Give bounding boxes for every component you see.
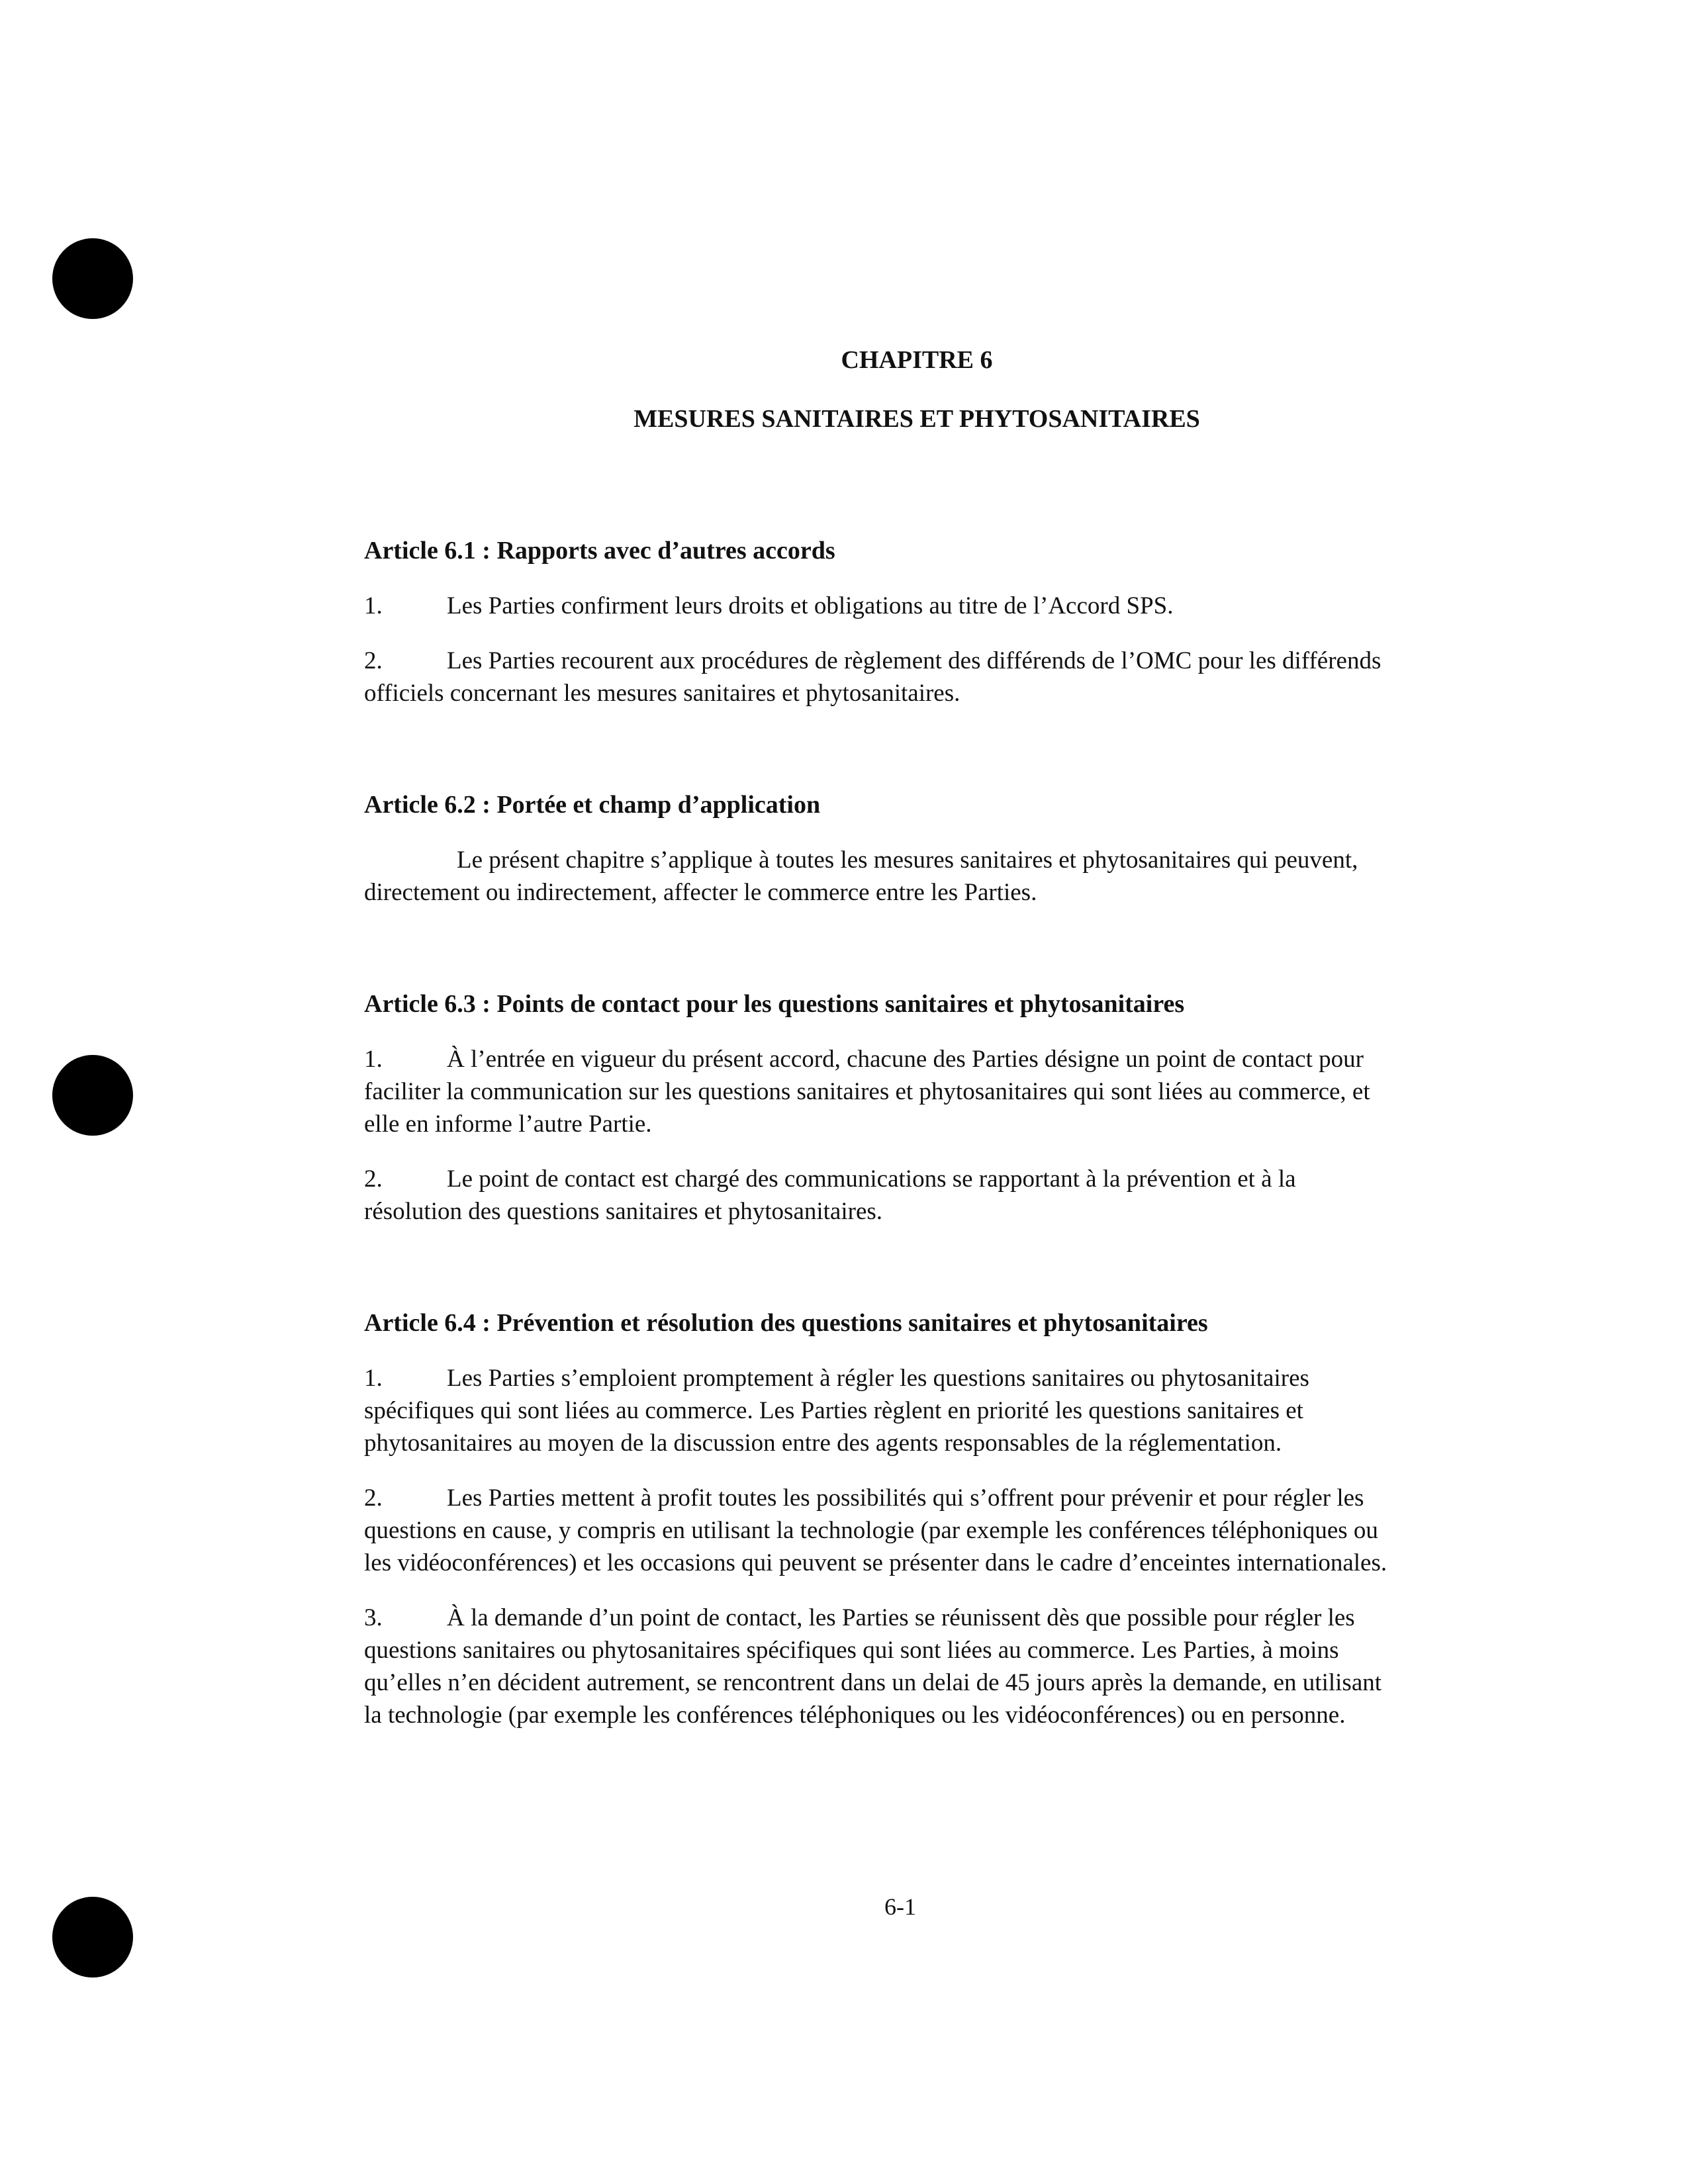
article-6-3 bbox=[364, 988, 1397, 1228]
paragraph-text: Les Parties confirment leurs droits et obligations au titre de l’Accord SPS. bbox=[447, 592, 1174, 619]
chapter-subtitle: MESURES SANITAIRES ET PHYTOSANITAIRES bbox=[633, 405, 1200, 433]
paragraph-number: 1. bbox=[364, 1046, 383, 1073]
paragraph-text: À la demande d’un point de contact, les Parties se réunissent dès que possible pour régler les questions sanitaires ou phytosanitaires spécifiques qui sont liées au commerce. Les Parties, à moins qu’elles n’en décident autrement, se rencontrent dans un delai de 45 jours après la demande, en utilisant la technologie (par exemple les conférences téléphoniques ou les vidéoconférences) ou en personne. bbox=[364, 1604, 1382, 1729]
article-heading: Article 6.3 : Points de contact pour les questions sanitaires et phytosanitaires bbox=[364, 990, 1185, 1018]
paragraph-number: 3. bbox=[364, 1604, 383, 1631]
paragraph-number: 2. bbox=[364, 1484, 383, 1512]
punch-hole-bottom bbox=[52, 1897, 133, 1978]
article-paragraph bbox=[364, 1602, 1397, 1731]
article-paragraph bbox=[364, 1362, 1397, 1459]
article-paragraph bbox=[364, 1043, 1397, 1140]
article-paragraph bbox=[364, 645, 1397, 709]
article-paragraph: Le présent chapitre s’applique à toutes les mesures sanitaires et phytosanitaires qui peuvent, directement ou indirectement, affecter le commerce entre les Parties. bbox=[364, 846, 1358, 906]
article-heading: Article 6.1 : Rapports avec d’autres accords bbox=[364, 537, 835, 565]
document-page bbox=[364, 344, 1397, 1731]
paragraph-text: Le point de contact est chargé des communications se rapportant à la prévention et à la résolution des questions sanitaires et phytosanitaires. bbox=[364, 1165, 1296, 1225]
article-heading: Article 6.4 : Prévention et résolution des questions sanitaires et phytosanitaires bbox=[364, 1309, 1208, 1337]
paragraph-text: À l’entrée en vigueur du présent accord, chacune des Parties désigne un point de contact pour faciliter la communication sur les questions sanitaires et phytosanitaires qui sont liées au commerce, et elle en informe l’autre Partie. bbox=[364, 1046, 1370, 1138]
paragraph-number: 1. bbox=[364, 592, 383, 619]
punch-hole-middle bbox=[52, 1055, 133, 1136]
article-paragraph bbox=[364, 590, 1397, 622]
punch-hole-top bbox=[52, 238, 133, 319]
paragraph-text: Les Parties recourent aux procédures de règlement des différends de l’OMC pour les différends officiels concernant les mesures sanitaires et phytosanitaires. bbox=[364, 647, 1382, 707]
article-paragraph bbox=[364, 1163, 1397, 1228]
article-6-4 bbox=[364, 1307, 1397, 1731]
paragraph-number: 2. bbox=[364, 1165, 383, 1193]
article-paragraph bbox=[364, 1482, 1397, 1579]
paragraph-number: 1. bbox=[364, 1365, 383, 1392]
article-6-2 bbox=[364, 789, 1397, 909]
page-number: 6-1 bbox=[884, 1893, 916, 1920]
paragraph-text: Les Parties s’emploient promptement à régler les questions sanitaires ou phytosanitaires spécifiques qui sont liées au commerce. Les Parties règlent en priorité les questions sanitaires et phytosanitaires au moyen de la discussion entre des agents responsables de la réglementation. bbox=[364, 1365, 1309, 1457]
paragraph-text: Les Parties mettent à profit toutes les possibilités qui s’offrent pour prévenir et pour régler les questions en cause, y compris en utilisant la technologie (par exemple les conférences téléphoniques ou les vidéoconférences) et les occasions qui peuvent se présenter dans le cadre d’enceintes internationales. bbox=[364, 1484, 1387, 1576]
article-heading: Article 6.2 : Portée et champ d’application bbox=[364, 791, 821, 819]
paragraph-number: 2. bbox=[364, 647, 383, 674]
chapter-title: CHAPITRE 6 bbox=[841, 346, 993, 374]
article-6-1 bbox=[364, 535, 1397, 709]
